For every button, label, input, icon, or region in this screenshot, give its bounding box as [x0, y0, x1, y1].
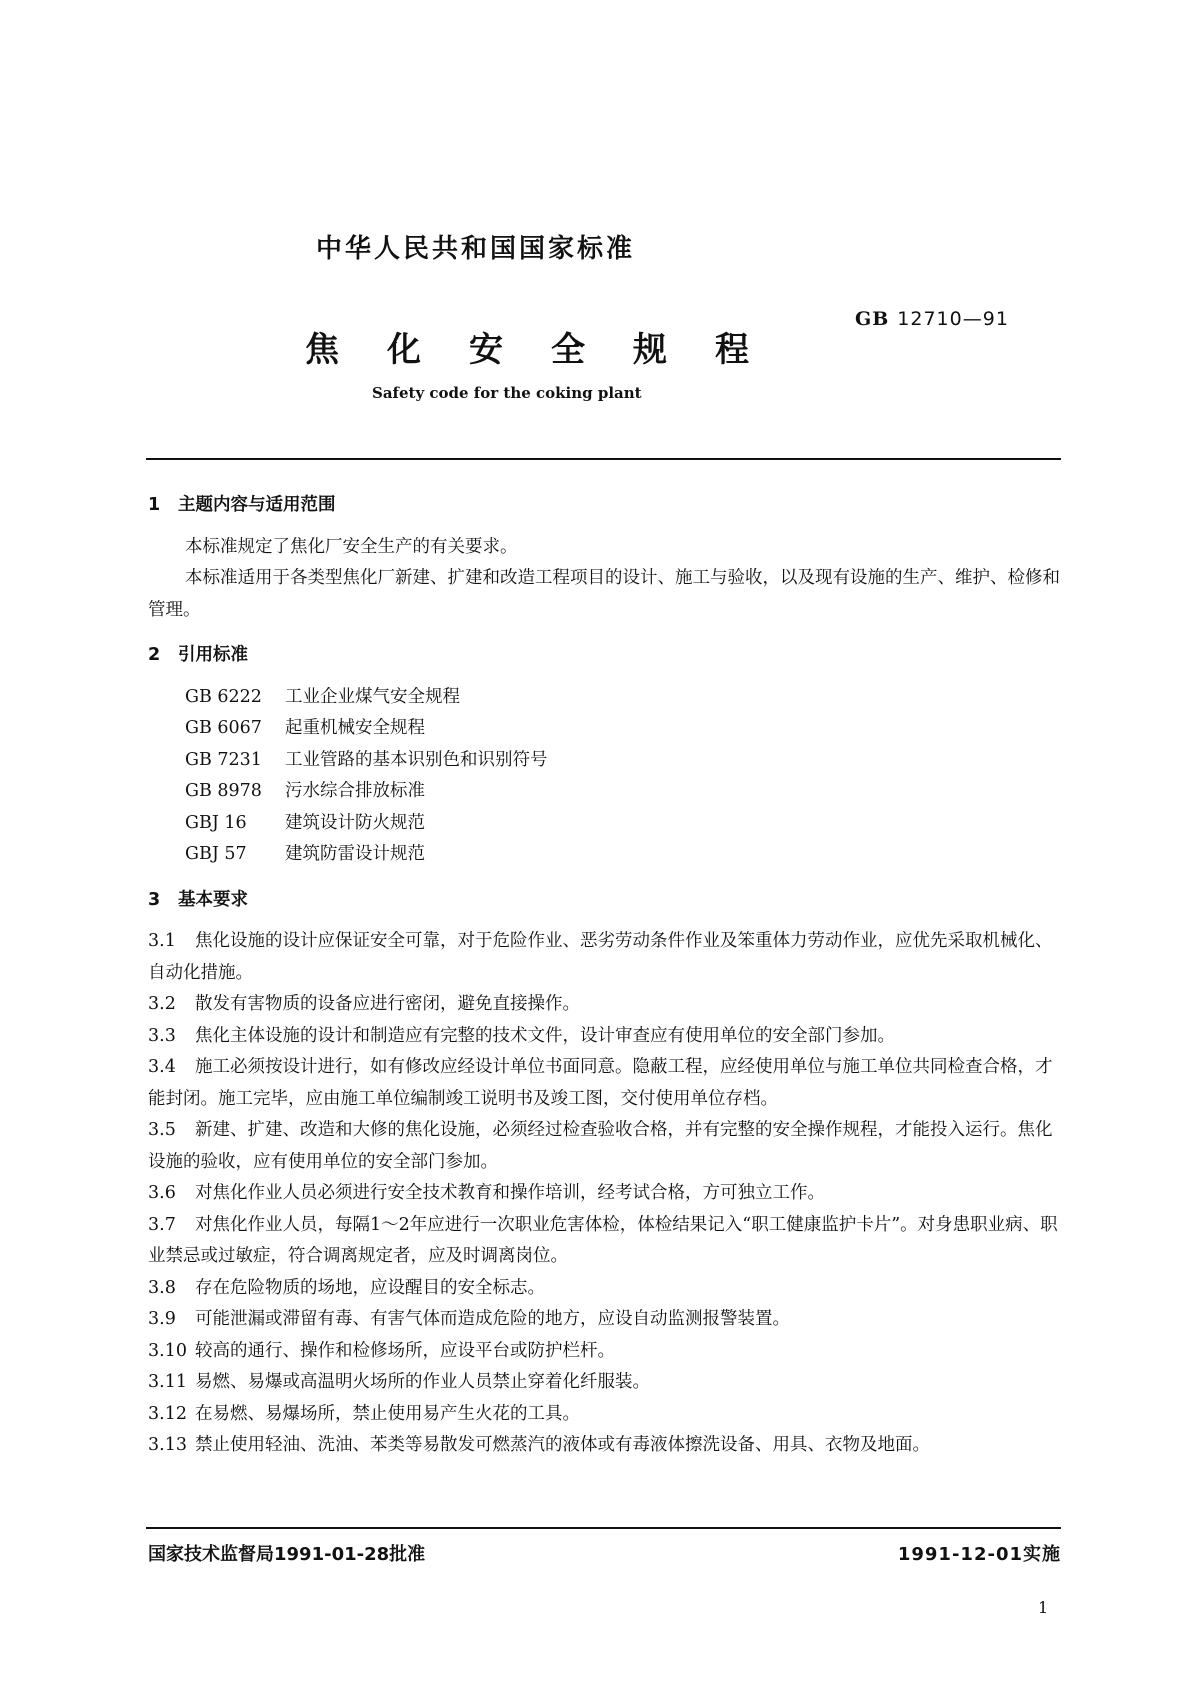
clause-text: 焦化主体设施的设计和制造应有完整的技术文件，设计审查应有使用单位的安全部门参加。 [195, 1025, 895, 1046]
clause-item [148, 926, 1060, 989]
clause-item [148, 989, 1060, 1021]
clause-number: 3.9 [148, 1309, 176, 1329]
clause-text: 新建、扩建、改造和大修的焦化设施，必须经过检查验收合格，并有完整的安全操作规程，才能投入运行。焦化设施的验收，应有使用单位的安全部门参加。 [148, 1120, 1053, 1172]
top-divider [146, 458, 1061, 460]
reference-item [148, 776, 1060, 808]
reference-item [148, 682, 1060, 714]
section-title: 基本要求 [178, 889, 248, 910]
clause-text: 禁止使用轻油、洗油、苯类等易散发可燃蒸汽的液体或有毒液体擦洗设备、用具、衣物及地面。 [195, 1435, 930, 1455]
clause-item [148, 1304, 1060, 1336]
section-2-heading [148, 640, 1060, 672]
section-3-heading [148, 885, 1060, 917]
reference-code: GB 6067 [185, 718, 262, 738]
clause-number: 3.7 [148, 1214, 176, 1235]
reference-item [148, 745, 1060, 777]
clause-text: 在易燃、易爆场所，禁止使用易产生火花的工具。 [195, 1403, 580, 1424]
clause-item [148, 1115, 1060, 1178]
clause-item [148, 1336, 1060, 1368]
clause-item [148, 1210, 1060, 1273]
clause-item [148, 1021, 1060, 1053]
clause-item [148, 1367, 1060, 1399]
standard-code-number: 12710—91 [897, 308, 1009, 330]
reference-title: 起重机械安全规程 [285, 718, 425, 738]
document-title-en: Safety code for the coking plant [372, 384, 642, 402]
reference-code: GB 8978 [185, 781, 262, 801]
reference-code: GB 6222 [185, 686, 262, 707]
reference-item [148, 839, 1060, 871]
national-standard-heading: 中华人民共和国国家标准 [316, 234, 636, 264]
section-1-heading [148, 490, 1060, 522]
clause-number: 3.13 [148, 1435, 187, 1455]
section-title: 主题内容与适用范围 [178, 495, 336, 515]
clause-number: 3.5 [148, 1120, 176, 1140]
clause-number: 3.2 [148, 994, 176, 1014]
clause-text: 易燃、易爆或高温明火场所的作业人员禁止穿着化纤服装。 [195, 1372, 650, 1392]
clause-number: 3.4 [148, 1057, 176, 1077]
standard-code [855, 308, 1009, 330]
clause-item [148, 1178, 1060, 1210]
clause-text: 对焦化作业人员，每隔1～2年应进行一次职业危害体检，体检结果记入“职工健康监护卡片”。对身患职业病、职业禁忌或过敏症，符合调离规定者，应及时调离岗位。 [148, 1214, 1058, 1266]
reference-code: GB 7231 [185, 749, 262, 770]
clause-text: 散发有害物质的设备应进行密闭，避免直接操作。 [195, 994, 580, 1014]
clause-number: 3.10 [148, 1340, 187, 1361]
reference-item [148, 808, 1060, 840]
reference-code: GBJ 16 [185, 812, 247, 833]
clause-text: 可能泄漏或滞留有毒、有害气体而造成危险的地方，应设自动监测报警装置。 [195, 1309, 790, 1329]
clause-text: 存在危险物质的场地，应设醒目的安全标志。 [195, 1277, 545, 1298]
section-number: 3 [148, 889, 161, 910]
clause-item [148, 1399, 1060, 1431]
document-title-cn: 焦化安全规程 [305, 330, 797, 370]
reference-title: 工业管路的基本识别色和识别符号 [285, 749, 548, 770]
clause-number: 3.3 [148, 1025, 176, 1046]
section-number: 2 [148, 645, 161, 665]
clause-text: 较高的通行、操作和检修场所，应设平台或防护栏杆。 [195, 1340, 615, 1361]
reference-title: 工业企业煤气安全规程 [285, 686, 460, 707]
clause-number: 3.11 [148, 1372, 187, 1392]
section-1-paragraph: 本标准适用于各类型焦化厂新建、扩建和改造工程项目的设计、施工与验收，以及现有设施的生产、维护、检修和管理。 [148, 568, 1060, 620]
clause-number: 3.6 [148, 1183, 176, 1203]
bottom-divider [146, 1527, 1061, 1529]
reference-title: 建筑设计防火规范 [285, 812, 425, 833]
reference-item [148, 713, 1060, 745]
clause-text: 焦化设施的设计应保证安全可靠，对于危险作业、恶劣劳动条件作业及笨重体力劳动作业，应优先采取机械化、自动化措施。 [148, 931, 1053, 983]
implementation-date: 1991-12-01实施 [897, 1544, 1061, 1565]
reference-title: 污水综合排放标准 [285, 781, 425, 801]
page-number: 1 [1038, 1598, 1049, 1617]
section-title: 引用标准 [178, 645, 248, 665]
clause-item [148, 1273, 1060, 1305]
document-body [148, 490, 1060, 1462]
clause-number: 3.12 [148, 1403, 187, 1424]
section-1-paragraph: 本标准规定了焦化厂安全生产的有关要求。 [185, 536, 518, 557]
clause-text: 对焦化作业人员必须进行安全技术教育和操作培训，经考试合格，方可独立工作。 [195, 1183, 825, 1203]
clause-number: 3.8 [148, 1277, 176, 1298]
clause-number: 3.1 [148, 931, 176, 951]
clause-text: 施工必须按设计进行，如有修改应经设计单位书面同意。隐蔽工程，应经使用单位与施工单位共同检查合格，才能封闭。施工完毕，应由施工单位编制竣工说明书及竣工图，交付使用单位存档。 [148, 1057, 1053, 1109]
section-number: 1 [148, 495, 161, 515]
standard-code-prefix: GB [855, 308, 890, 330]
reference-title: 建筑防雷设计规范 [285, 844, 425, 864]
approval-statement: 国家技术监督局1991-01-28批准 [148, 1544, 426, 1565]
clause-item [148, 1430, 1060, 1462]
clause-item [148, 1052, 1060, 1115]
reference-code: GBJ 57 [185, 844, 247, 864]
